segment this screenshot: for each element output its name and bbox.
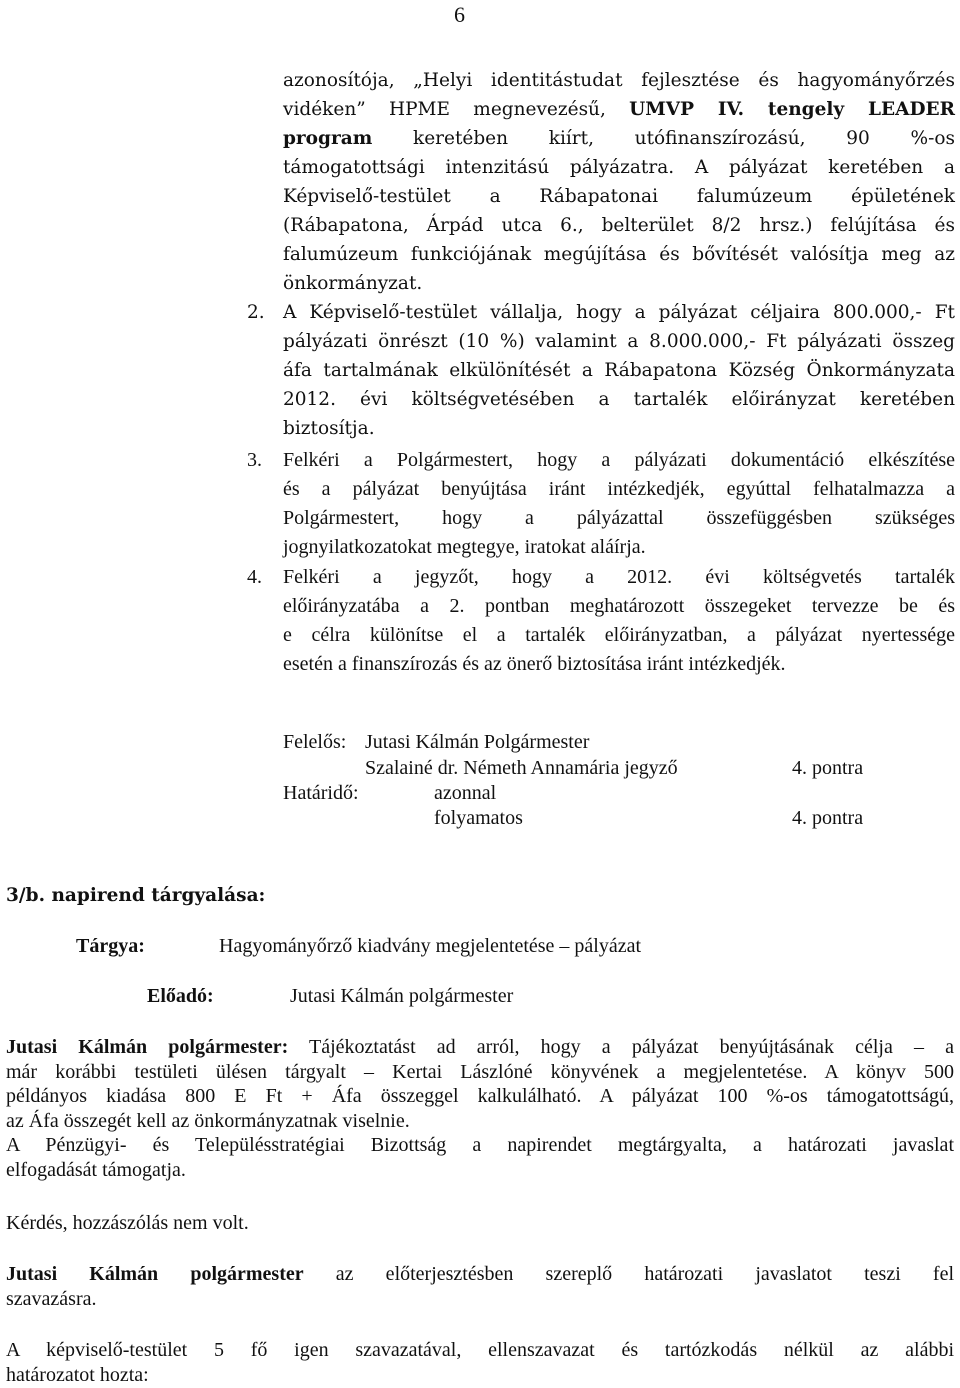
text-line: támogatottsági intenzitású pályázatra. A pályázat keretében a xyxy=(283,157,955,178)
text-line: Felkéri a Polgármestert, hogy a pályázati dokumentáció elkészítése xyxy=(283,449,955,471)
page-number: 6 xyxy=(454,2,465,27)
text-line: Polgármestert, hogy a pályázattal összefüggésben szükséges xyxy=(283,507,955,529)
text-line: falumúzeum funkciójának megújítása és bővítését valósítja meg az xyxy=(283,244,955,265)
text-line: azonosítója, „Helyi identitástudat fejlesztése és hagyományőrzés xyxy=(283,70,955,91)
text-span: vidéken” HPME megnevezésű, xyxy=(283,99,606,120)
responsible-person: Szalainé dr. Németh Annamária jegyző xyxy=(365,757,678,779)
text-line xyxy=(283,95,955,124)
text-line: A képviselő-testület 5 fő igen szavazatával, ellenszavazat és tartózkodás nélkül az alábbi xyxy=(6,1339,954,1361)
text-line: A Pénzügyi- és Településstratégiai Bizottság a napirendet megtárgyalta, a határozati javaslat xyxy=(6,1134,954,1156)
text-line: áfa tartalmának elkülönítését a Rábapatona Község Önkormányzata xyxy=(283,360,955,381)
item-number: 3. xyxy=(247,449,262,471)
text-line xyxy=(6,1035,954,1060)
agenda-heading: 3/b. napirend tárgyalása: xyxy=(6,885,266,906)
text-line: esetén a finanszírozás és az önerő biztosítása iránt intézkedjék. xyxy=(283,653,786,675)
text-line: elfogadását támogatja. xyxy=(6,1158,186,1181)
deadline-label: Határidő: xyxy=(283,782,359,804)
text-line: és a pályázat benyújtása iránt intézkedjék, egyúttal felhatalmazza a xyxy=(283,478,955,500)
deadline-scope: 4. pontra xyxy=(792,807,864,829)
bold-text: program xyxy=(283,128,373,149)
responsible-scope: 4. pontra xyxy=(792,757,864,779)
presenter-value: Jutasi Kálmán polgármester xyxy=(290,985,514,1007)
responsible-person: Jutasi Kálmán Polgármester xyxy=(365,731,590,753)
body-paragraph xyxy=(6,1035,954,1182)
text-line: A Képviselő-testület vállalja, hogy a pályázat céljaira 800.000,- Ft xyxy=(283,302,955,323)
presenter-label: Előadó: xyxy=(147,985,214,1007)
list-item xyxy=(247,298,955,443)
responsible-label: Felelős: xyxy=(283,731,347,753)
text-span: az előterjesztésben szereplő határozati javaslatot teszi fel xyxy=(335,1263,955,1285)
text-span: keretében kiírt, utófinanszírozású, 90 %-os xyxy=(413,128,955,149)
text-line: jognyilatkozatokat megtegye, iratokat aláírja. xyxy=(283,536,646,558)
body-paragraph: Kérdés, hozzászólás nem volt. xyxy=(6,1212,249,1234)
text-line: biztosítja. xyxy=(283,418,375,439)
text-line: e célra különítse el a tartalék előirányzatban, a pályázat nyertessége xyxy=(283,624,955,646)
text-line: határozatot hozta: xyxy=(6,1364,149,1386)
text-line xyxy=(6,1262,954,1287)
speaker-name: Jutasi Kálmán polgármester xyxy=(6,1263,304,1285)
list-item xyxy=(247,563,955,679)
subject-value: Hagyományőrző kiadvány megjelentetése – pályázat xyxy=(219,935,642,957)
bold-text: UMVP IV. tengely LEADER xyxy=(629,99,955,120)
text-line: már korábbi testületi ülésen tárgyalt – Kertai Lászlóné könyvének a megjelentetése. A könyv 500 xyxy=(6,1060,954,1083)
list-item xyxy=(247,446,955,562)
deadline-value: azonnal xyxy=(434,782,497,804)
text-span: Tájékoztatást ad arról, hogy a pályázat benyújtásának célja – a xyxy=(309,1036,955,1058)
text-line xyxy=(283,124,955,153)
text-line: (Rábapatona, Árpád utca 6., belterület 8/2 hrsz.) felújítása és xyxy=(283,215,955,236)
item-number: 2. xyxy=(247,302,265,323)
text-line: előirányzatába a 2. pontban meghatározott összegeket tervezze be és xyxy=(283,595,955,617)
intro-paragraph xyxy=(283,66,955,298)
text-line: 2012. évi költségvetésében a tartalék előirányzat keretében xyxy=(283,389,955,410)
text-line: szavazásra. xyxy=(6,1288,97,1310)
speaker-name: Jutasi Kálmán polgármester: xyxy=(6,1036,289,1058)
text-line: Képviselő-testület a Rábapatonai falumúzeum épületének xyxy=(283,186,955,207)
deadline-value: folyamatos xyxy=(434,807,523,829)
subject-label: Tárgya: xyxy=(76,935,145,957)
text-line: az Áfa összegét kell az önkormányzatnak viselnie. xyxy=(6,1109,410,1132)
text-line: Felkéri a jegyzőt, hogy a 2012. évi költségvetés tartalék xyxy=(283,566,955,588)
text-line: önkormányzat. xyxy=(283,273,423,294)
body-paragraph xyxy=(6,1262,954,1312)
text-line: példányos kiadása 800 E Ft + Áfa összeggel kalkulálható. A pályázat 100 %-os támogatottságú, xyxy=(6,1085,954,1107)
text-line: pályázati önrészt (10 %) valamint a 8.000.000,- Ft pályázati összeg xyxy=(283,331,955,352)
body-paragraph xyxy=(6,1338,954,1388)
item-number: 4. xyxy=(247,566,262,588)
